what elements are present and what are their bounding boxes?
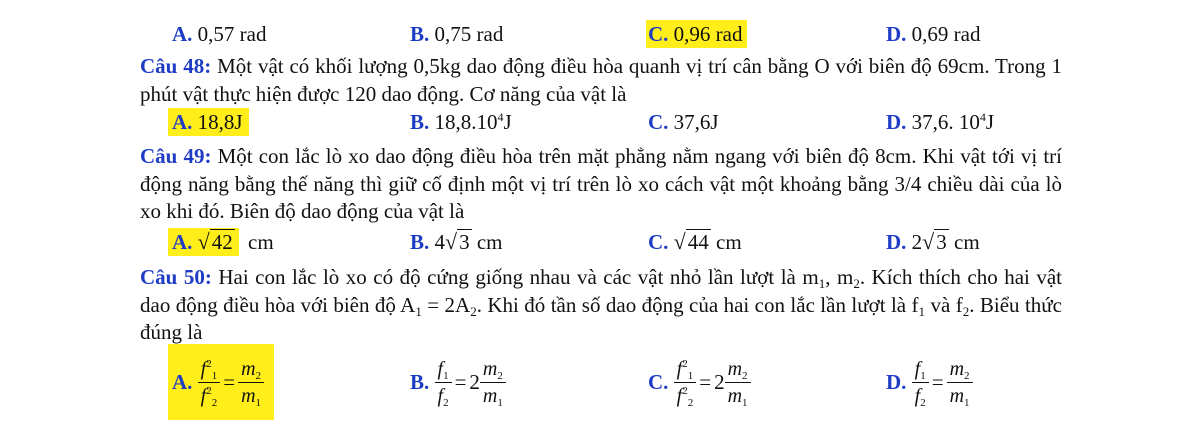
q48-option-b[interactable]: B. 18,8.10$^4$J xyxy=(410,110,512,134)
q48-option-a-highlighted[interactable]: A. 18,8J xyxy=(168,108,249,136)
q48-question xyxy=(140,53,1062,108)
fraction-f: $\frac{f_1}{f_2}$ xyxy=(912,358,929,407)
q50-label: Câu 50: xyxy=(140,265,212,289)
q49-option-c[interactable]: C. √44 cm xyxy=(648,229,742,254)
fraction-f: $\frac{f^2_1}{f^2_2}$ xyxy=(198,358,221,407)
q49-label: Câu 49: xyxy=(140,144,212,168)
q50-option-c[interactable]: C. $\frac{f^2_1}{f^2_2}$ = 2 $\frac{m_2}{m_1}$ xyxy=(648,344,751,420)
q50-option-d[interactable]: D. $\frac{f_1}{f_2}$ = $\frac{m_2}{m_1}$ xyxy=(886,344,973,420)
q49-option-b[interactable]: B. 4√3 cm xyxy=(410,229,503,254)
q49-option-a-unit: cm xyxy=(248,230,274,254)
q47-option-a[interactable]: A. 0,57 rad xyxy=(172,22,267,46)
fraction-m: $\frac{m_2}{m_1}$ xyxy=(480,358,506,407)
fraction-m: $\frac{m_2}{m_1}$ xyxy=(947,358,973,407)
q50-question: Câu 50: Hai con lắc lò xo có độ cứng giống nhau và các vật nhỏ lần lượt là $m_1$, $m_2$. Kích thích cho hai vật dao động điều hòa với biên độ $A_1 = 2A_2$. Khi đó tần số dao động của hai con lắc lần lượt là $f_1$ và $f_2$. Biểu thức đúng là xyxy=(140,265,1063,344)
fraction-f: $\frac{f_1}{f_2}$ xyxy=(435,358,452,407)
q47-option-b[interactable]: B. 0,75 rad xyxy=(410,22,504,46)
q48-text: Một vật có khối lượng 0,5kg dao động điều hòa quanh vị trí cân bằng O với biên độ 69cm. Trong 1 phút vật thực hiện được 120 dao động. Cơ năng của vật là xyxy=(140,54,1063,106)
q47-option-c-highlighted[interactable]: C. 0,96 rad xyxy=(646,20,747,48)
q48-option-c[interactable]: C. 37,6J xyxy=(648,110,719,134)
sqrt-symbol: √42 xyxy=(197,229,233,254)
q47-option-d[interactable]: D. 0,69 rad xyxy=(886,22,981,46)
q49-option-d[interactable]: D. 2√3 cm xyxy=(886,229,980,254)
sqrt-symbol: √44 xyxy=(673,229,709,254)
q50-options-row xyxy=(0,344,1200,420)
q48-option-d[interactable]: D. 37,6. $10^4J$ xyxy=(886,110,995,134)
fraction-m: $\frac{m_2}{m_1}$ xyxy=(238,358,264,407)
q50-option-b[interactable]: B. $\frac{f_1}{f_2}$ = 2 $\frac{m_2}{m_1}$ xyxy=(410,344,506,420)
q49-text: Một con lắc lò xo dao động điều hòa trên mặt phẳng nằm ngang với biên độ 8cm. Khi vật tới vị trí động năng bằng thế năng thì giữ cố định một vị trí trên lò xo cách vật một khoảng bằng 3/4 chiều dài của lò xo khi đó. Biên độ dao động của vật là xyxy=(140,144,1063,223)
sqrt-symbol: √3 xyxy=(445,229,470,254)
q50-option-a-highlighted[interactable]: A. $\frac{f^2_1}{f^2_2}$ = $\frac{m_2}{m_1}$ xyxy=(168,344,274,420)
fraction-m: $\frac{m_2}{m_1}$ xyxy=(725,358,751,407)
sqrt-symbol: √3 xyxy=(922,229,947,254)
q48-label: Câu 48: xyxy=(140,54,212,78)
q49-option-a-highlighted[interactable]: A. √42 xyxy=(168,228,239,256)
fraction-f: $\frac{f^2_1}{f^2_2}$ xyxy=(674,358,697,407)
q49-question xyxy=(140,143,1062,226)
